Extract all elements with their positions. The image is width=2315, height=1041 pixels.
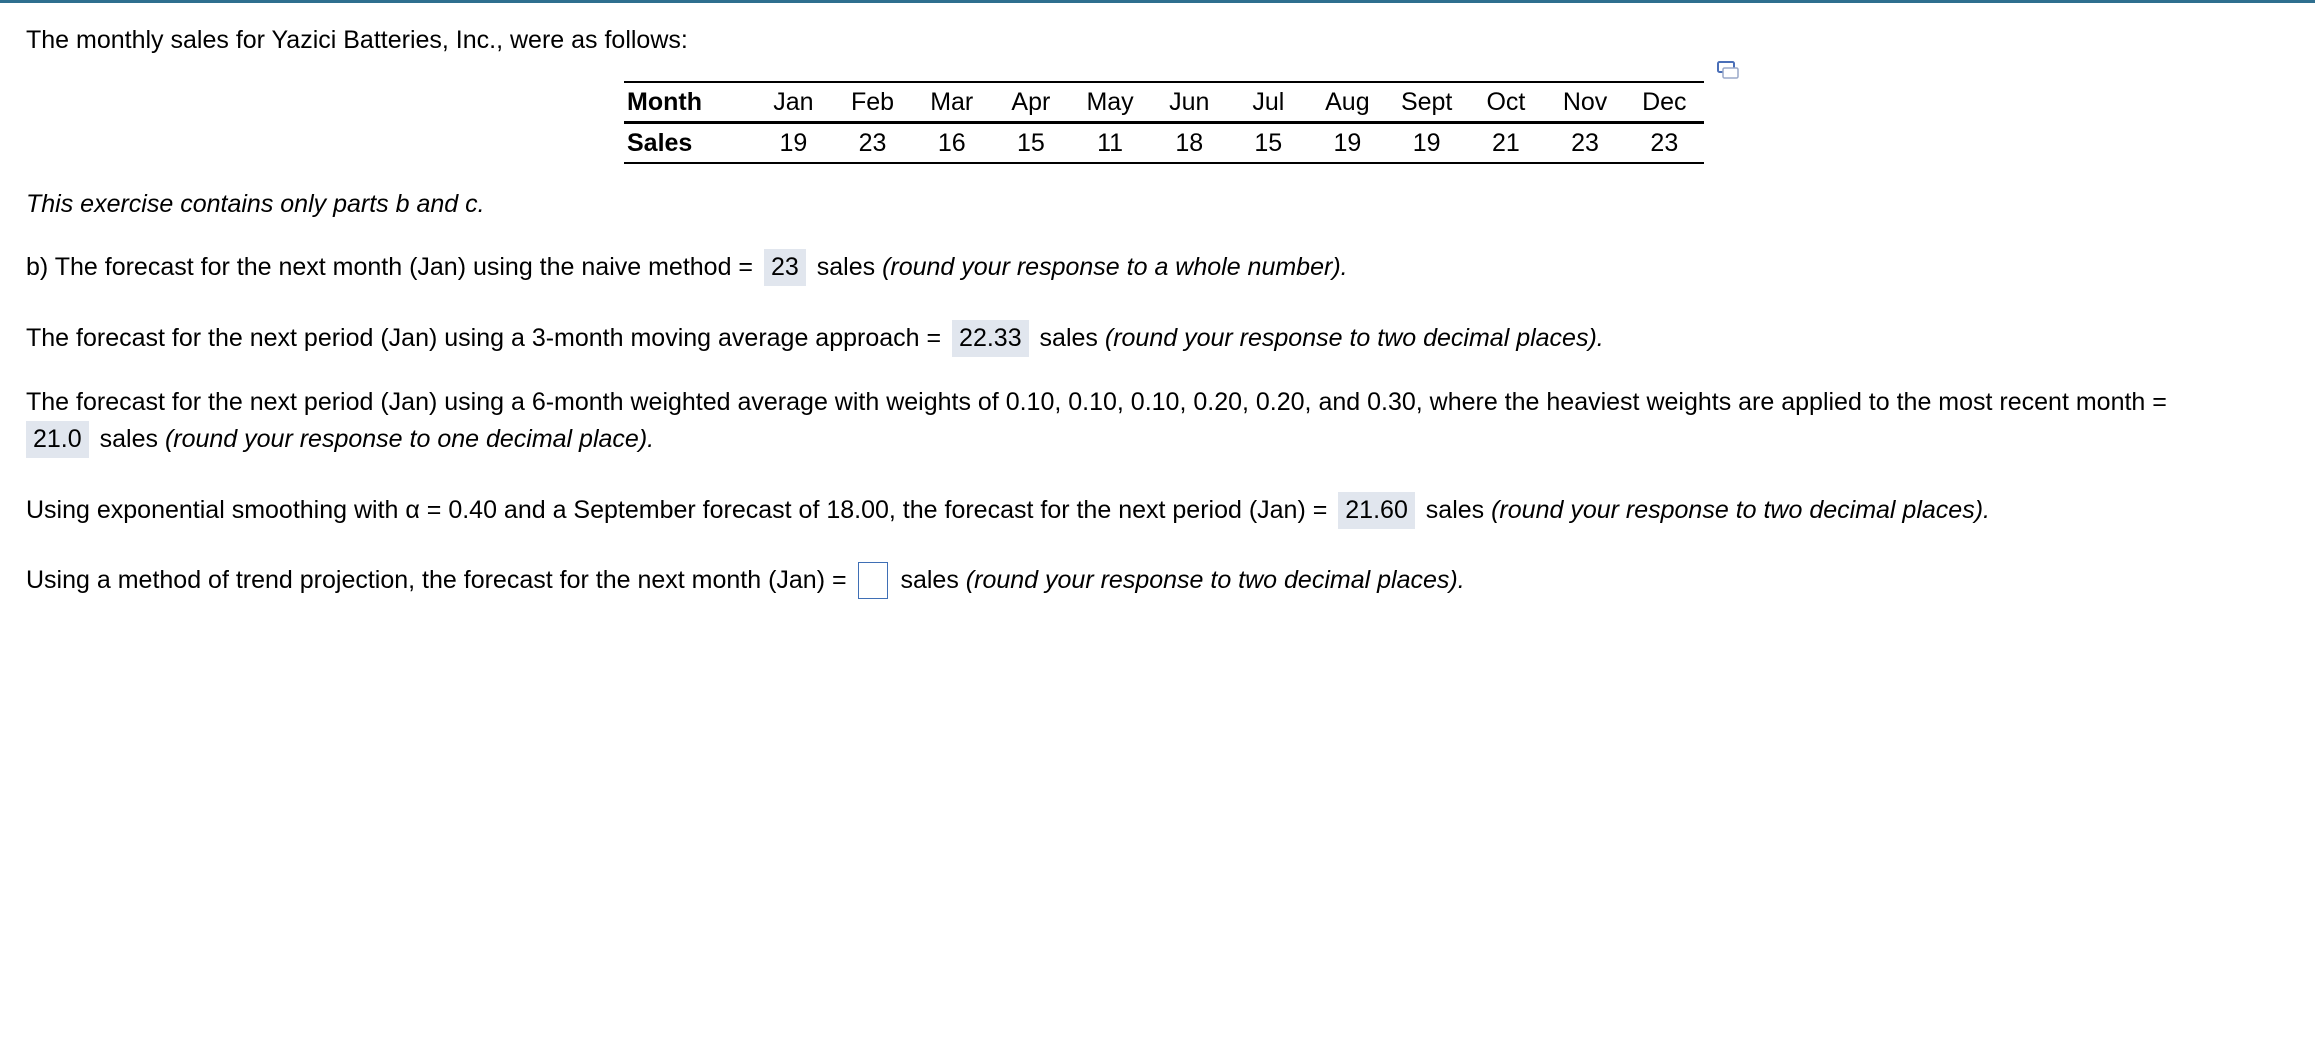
- exponential-smoothing-unit: sales: [1418, 496, 1492, 524]
- sales-cell: 15: [1229, 123, 1308, 164]
- month-row-header: Month: [624, 82, 754, 123]
- sales-cell: 11: [1070, 123, 1149, 164]
- month-cell: Oct: [1466, 82, 1545, 123]
- naive-prompt: b) The forecast for the next month (Jan) using the naive method =: [26, 253, 760, 281]
- month-cell: Nov: [1545, 82, 1624, 123]
- question-content: [26, 22, 2296, 599]
- weighted-average-line: [26, 384, 2296, 421]
- sales-cell: 18: [1150, 123, 1229, 164]
- intro-text: The monthly sales for Yazici Batteries, Inc., were as follows:: [26, 26, 688, 54]
- moving-average-hint: (round your response to two decimal places).: [1104, 324, 1604, 352]
- table-row: [624, 82, 1704, 123]
- moving-average-unit: sales: [1032, 324, 1105, 352]
- table-row: [624, 123, 1704, 164]
- sales-cell: 23: [1545, 123, 1624, 164]
- naive-forecast-line: [26, 249, 2296, 286]
- sales-cell: 23: [1625, 123, 1704, 164]
- sales-cell: 15: [991, 123, 1070, 164]
- trend-projection-hint: (round your response to two decimal places).: [965, 566, 1465, 594]
- exponential-smoothing-prompt: Using exponential smoothing with α = 0.40 and a September forecast of 18.00, the forecast for the next period (Jan) =: [26, 496, 1335, 524]
- sales-table: [624, 81, 1704, 164]
- month-cell: Mar: [912, 82, 991, 123]
- moving-average-answer-field[interactable]: 22.33: [952, 320, 1029, 357]
- top-accent-bar: [0, 0, 2315, 3]
- moving-average-line: [26, 320, 2296, 357]
- sales-cell: 16: [912, 123, 991, 164]
- trend-projection-input[interactable]: [858, 562, 888, 599]
- month-cell: Jul: [1229, 82, 1308, 123]
- weighted-average-prompt: The forecast for the next period (Jan) using a 6-month weighted average with weights of 0.10, 0.10, 0.10, 0.20, 0.20, and 0.30, where the heaviest weights are applied to the most recent month =: [26, 388, 2167, 416]
- month-cell: Aug: [1308, 82, 1387, 123]
- weighted-average-answer-line: [26, 421, 2296, 458]
- month-cell: Dec: [1625, 82, 1704, 123]
- sales-cell: 21: [1466, 123, 1545, 164]
- naive-unit: sales: [809, 253, 883, 281]
- month-cell: Jun: [1150, 82, 1229, 123]
- sales-cell: 19: [754, 123, 833, 164]
- exponential-smoothing-line: [26, 492, 2296, 529]
- sales-cell: 19: [1387, 123, 1466, 164]
- trend-projection-line: [26, 562, 2296, 599]
- trend-projection-unit: sales: [893, 566, 966, 594]
- month-cell: Jan: [754, 82, 833, 123]
- expand-table-icon[interactable]: [1716, 59, 1740, 81]
- weighted-average-answer-field[interactable]: 21.0: [26, 421, 89, 458]
- naive-hint: (round your response to a whole number).: [882, 253, 1348, 281]
- sales-cell: 23: [833, 123, 912, 164]
- naive-answer-field[interactable]: 23: [764, 249, 806, 286]
- weighted-average-unit: sales: [92, 425, 165, 453]
- exponential-smoothing-answer-field[interactable]: 21.60: [1338, 492, 1415, 529]
- moving-average-prompt: The forecast for the next period (Jan) using a 3-month moving average approach =: [26, 324, 949, 352]
- month-cell: Apr: [991, 82, 1070, 123]
- sales-table-container: [624, 81, 1704, 164]
- weighted-average-hint: (round your response to one decimal place).: [164, 425, 655, 453]
- exponential-smoothing-hint: (round your response to two decimal places).: [1491, 496, 1990, 524]
- month-cell: May: [1070, 82, 1149, 123]
- month-cell: Sept: [1387, 82, 1466, 123]
- month-cell: Feb: [833, 82, 912, 123]
- sales-row-header: Sales: [624, 123, 754, 164]
- sales-cell: 19: [1308, 123, 1387, 164]
- trend-projection-prompt: Using a method of trend projection, the forecast for the next month (Jan) =: [26, 566, 854, 594]
- exercise-note: This exercise contains only parts b and c.: [26, 190, 485, 218]
